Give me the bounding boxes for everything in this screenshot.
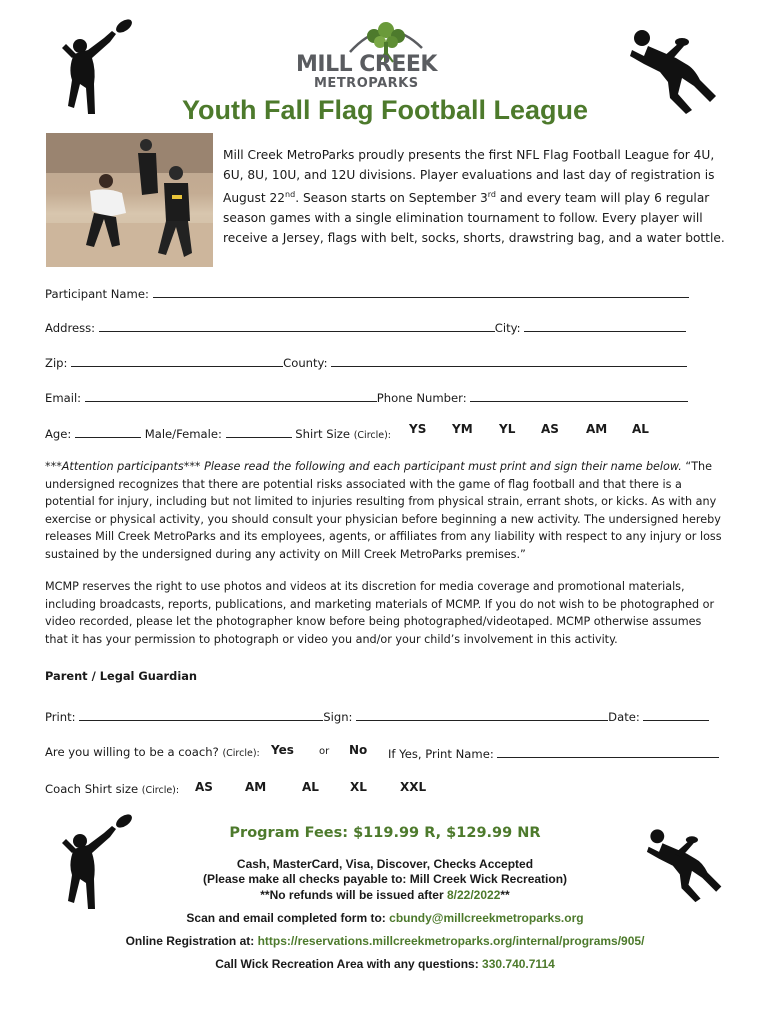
shirt-size-label: Shirt Size — [295, 427, 351, 441]
intro-text-1: Mill Creek MetroParks proudly presents the first NFL Flag Football League for 4U, 6U, 8U, 10U, and 12U divisions. Player evaluations and last day of registration is August 22 — [223, 148, 715, 206]
participant-name-field[interactable] — [153, 285, 689, 298]
page-title: Youth Fall Flag Football League — [181, 95, 588, 125]
coach-name-row — [388, 745, 719, 761]
date-field[interactable] — [643, 708, 709, 721]
zip-row — [45, 354, 687, 370]
online-registration-line — [0, 934, 770, 948]
program-fees: Program Fees: $119.99 R, $129.99 NR — [229, 825, 541, 841]
city-field[interactable] — [524, 319, 686, 332]
intro-sup-1: nd — [285, 190, 296, 199]
county-field[interactable] — [331, 354, 687, 367]
sign-field[interactable] — [356, 708, 608, 721]
refund-note — [0, 888, 770, 902]
shirt-size-yl[interactable]: YL — [499, 422, 516, 436]
refund-prefix: **No refunds will be issued after — [260, 888, 447, 902]
guardian-heading: Parent / Legal Guardian — [45, 669, 198, 683]
print-label: Print: — [45, 710, 76, 724]
zip-field[interactable] — [71, 354, 283, 367]
email-row — [45, 389, 688, 405]
online-registration-link[interactable]: https://reservations.millcreekmetroparks.org/internal/programs/905/ — [257, 934, 645, 948]
waiver-paragraph — [45, 458, 727, 564]
coach-size-al[interactable]: AL — [302, 780, 319, 794]
coach-size-as[interactable]: AS — [195, 780, 213, 794]
phone-label: Phone Number: — [376, 391, 467, 405]
gender-label: Male/Female: — [144, 427, 222, 441]
address-label: Address: — [45, 321, 96, 335]
guardian-sign-row — [45, 708, 709, 724]
shirt-size-am[interactable]: AM — [586, 422, 608, 436]
coach-size-am[interactable]: AM — [245, 780, 267, 794]
age-field[interactable] — [75, 425, 141, 438]
intro-text-3: and every team will play 6 regular season games with a single elimination tournament to follow. Every player will receive a Jersey, flags with belt, socks, shorts, drawstring bag, and a water bottle. — [223, 191, 725, 246]
email-field[interactable] — [85, 389, 377, 402]
check-payable-note: (Please make all checks payable to: Mill Creek Wick Recreation) — [202, 872, 568, 886]
age-label: Age: — [45, 427, 72, 441]
coach-question-row — [45, 745, 260, 759]
intro-sup-2: rd — [487, 190, 496, 199]
photo-illustration — [46, 133, 213, 267]
intro-paragraph — [223, 145, 733, 248]
date-label: Date: — [608, 710, 640, 724]
coach-size-xl[interactable]: XL — [350, 780, 367, 794]
waiver-attention: ***Attention participants*** Please read the following and each participant must print and sign their name below. — [45, 460, 682, 473]
call-line — [0, 957, 770, 971]
shirt-size-ym[interactable]: YM — [452, 422, 473, 436]
flag-football-photo — [46, 133, 213, 267]
online-label: Online Registration at: — [125, 934, 258, 948]
phone-field[interactable] — [470, 389, 688, 402]
shirt-size-al[interactable]: AL — [632, 422, 649, 436]
coach-question-label: Are you willing to be a coach? — [45, 745, 219, 759]
gender-field[interactable] — [226, 425, 292, 438]
coach-name-label: If Yes, Print Name: — [388, 747, 494, 761]
call-label: Call Wick Recreation Area with any questions: — [215, 957, 483, 971]
scan-email-line — [0, 911, 770, 925]
media-paragraph: MCMP reserves the right to use photos and videos at its discretion for media coverage and promotional materials, including broadcasts, reports, publications, and marketing materials of MCMP. If you do not wish to be photographed or video recorded, please let the photographer know before being photographed/videotaped. MCMP otherwise assumes that it has your permission to photograph or video you and/or your child’s involvement in this activity. — [45, 580, 715, 646]
participant-name-row — [45, 285, 689, 301]
mill-creek-logo — [290, 18, 480, 94]
coach-yes-option[interactable]: Yes — [271, 743, 294, 757]
waiver-text: “The undersigned recognizes that there are potential risks associated with the game of flag football and that there is a potential for injury, including but not limited to injuries resulting from physical strain, errant shots, or kicks. As with any exercise or physical activity, you should consult your physician before beginning a new activity. The undersigned hereby releases Mill Creek MetroParks and its employees, agents, or affiliates from any liability with respect to any injury or loss sustained by the undersigned during any activity on Mill Creek MetroParks premises.” — [45, 460, 722, 561]
email-label: Email: — [45, 391, 82, 405]
payment-methods: Cash, MasterCard, Visa, Discover, Checks Accepted — [236, 857, 534, 871]
scan-label: Scan and email completed form to: — [186, 911, 390, 925]
coach-size-xxl[interactable]: XXL — [400, 780, 427, 794]
city-label: City: — [494, 321, 521, 335]
zip-label: Zip: — [45, 356, 68, 370]
participant-name-label: Participant Name: — [45, 287, 149, 301]
call-phone[interactable]: 330.740.7114 — [482, 957, 555, 971]
print-field[interactable] — [79, 708, 323, 721]
coach-or-label: or — [319, 746, 330, 757]
logo-line-2: METROPARKS — [314, 76, 419, 91]
coach-no-option[interactable]: No — [349, 743, 368, 757]
shirt-size-ys[interactable]: YS — [409, 422, 427, 436]
sign-label: Sign: — [323, 710, 353, 724]
address-field[interactable] — [99, 319, 495, 332]
coach-shirt-row — [45, 782, 179, 796]
shirt-size-as[interactable]: AS — [541, 422, 559, 436]
county-label: County: — [283, 356, 328, 370]
coach-circle-note: (Circle): — [222, 748, 260, 759]
age-row — [45, 425, 391, 441]
refund-date: 8/22/2022 — [446, 888, 501, 902]
shirt-size-circle-note: (Circle): — [353, 430, 392, 441]
address-row — [45, 319, 686, 335]
scan-email-link[interactable]: cbundy@millcreekmetroparks.org — [389, 911, 584, 925]
coach-shirt-circle-note: (Circle): — [141, 785, 180, 796]
intro-text-2: . Season starts on September 3 — [295, 191, 488, 206]
coach-name-field[interactable] — [497, 745, 719, 758]
refund-suffix: ** — [500, 888, 510, 902]
logo-line-1: MILL CREEK — [296, 52, 437, 77]
coach-shirt-label: Coach Shirt size — [45, 782, 139, 796]
